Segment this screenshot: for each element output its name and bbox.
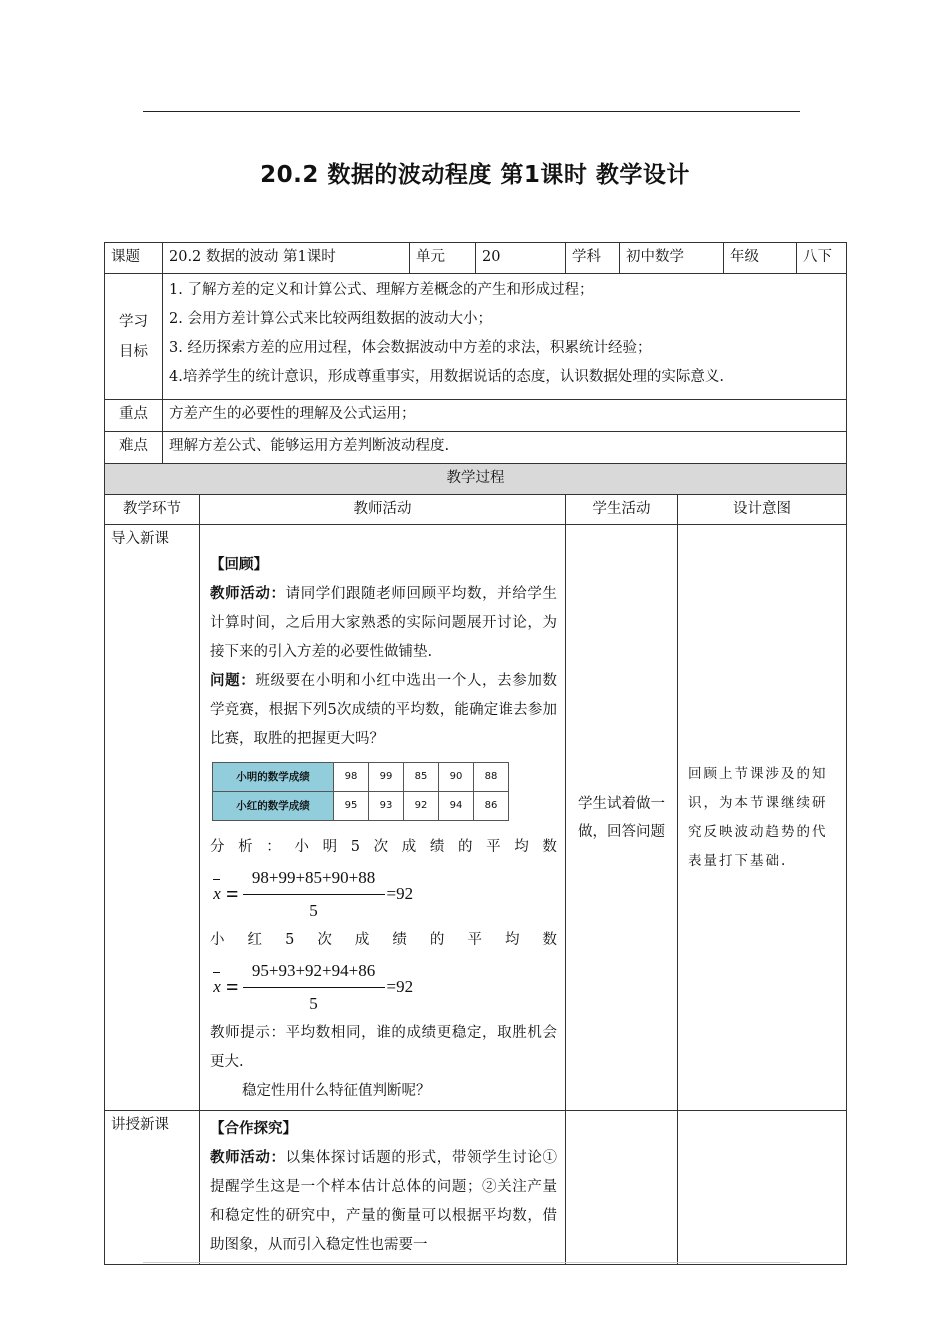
goals-list [163,274,847,400]
lesson-stage: 讲授新课 [105,1111,200,1265]
difficulty-value: 理解方差公式、能够运用方差判断波动程度. [163,432,847,464]
footer-rule [143,1262,800,1263]
intro-stage: 导入新课 [105,525,200,1111]
teacher-activity-label: 教师活动： [210,1150,286,1166]
scores-table [212,762,509,821]
score-cell: 99 [369,763,404,792]
score-cell: 93 [369,792,404,821]
teacher-activity-label: 教师活动： [210,586,286,602]
score-cell: 94 [439,792,474,821]
lesson-design-intent [678,1111,847,1265]
topic-label: 课题 [105,243,163,274]
review-heading: 【回顾】 [210,557,268,573]
subject-label: 学科 [566,243,620,274]
question-text: 班级要在小明和小红中选出一个人，去参加数学竞赛，根据下列5次成绩的平均数，能确定谁去参加比赛，取胜的把握更大吗？ [210,673,558,747]
goal-item: 3. 经历探索方差的应用过程，体会数据波动中方差的求法，积累统计经验； [169,340,652,356]
intro-student-activity: 学生试着做一做，回答问题 [566,525,678,1111]
goal-item: 4.培养学生的统计意识，形成尊重事实，用数据说话的态度，认识数据处理的实际意义. [169,369,724,385]
score-row-label: 小明的数学成绩 [213,763,334,792]
score-cell: 95 [334,792,369,821]
lesson-student-activity [566,1111,678,1265]
document-title: 20.2 数据的波动程度 第1课时 教学设计 [260,162,690,188]
goals-label: 学习 目标 [105,274,163,400]
key-point-value: 方差产生的必要性的理解及公式运用； [163,400,847,432]
score-cell: 98 [334,763,369,792]
intro-design-intent: 回顾上节课涉及的知识，为本节课继续研究反映波动趋势的代表量打下基础. [678,525,847,1111]
score-row-label: 小红的数学成绩 [213,792,334,821]
column-stage: 教学环节 [105,495,200,525]
difficulty-label: 难点 [105,432,163,464]
teacher-activity-text: 请同学们跟随老师回顾平均数，并给学生计算时间，之后用大家熟悉的实际问题展开讨论，为接下来的引入方差的必要性做铺垫. [210,586,558,660]
column-design: 设计意图 [678,495,847,525]
lesson-plan-table [104,242,847,1265]
intro-teacher-activity [200,525,566,1111]
score-cell: 88 [474,763,509,792]
teacher-activity-text: 以集体探讨话题的形式，带领学生讨论①提醒学生这是一个样本估计总体的问题；②关注产量和稳定性的研究中，产量的衡量可以根据平均数，借助图象，从而引入稳定性也需要一 [210,1150,558,1253]
stability-question: 稳定性用什么特征值判断呢？ [242,1083,431,1099]
analysis-line: 分 析 ： 小 明 5 次 成 绩 的 平 均 数 [210,839,557,855]
mean-formula-xiaohong: x = $\frac{95+93+92+94+86}{5}$ =92 [210,955,557,1019]
teacher-hint: 教师提示：平均数相同，谁的成绩更稳定，取胜机会更大. [210,1025,558,1070]
score-cell: 85 [404,763,439,792]
column-teacher: 教师活动 [200,495,566,525]
column-student: 学生活动 [566,495,678,525]
goal-item: 2. 会用方差计算公式来比较两组数据的波动大小； [169,311,492,327]
table-row [213,763,509,792]
grade-label: 年级 [724,243,797,274]
grade-value: 八下 [797,243,847,274]
table-row [213,792,509,821]
key-point-label: 重点 [105,400,163,432]
subject-value: 初中数学 [620,243,724,274]
unit-value: 20 [476,243,566,274]
topic-value: 20.2 数据的波动 第1课时 [163,243,410,274]
lesson-teacher-activity [200,1111,566,1265]
cooperation-heading: 【合作探究】 [210,1121,297,1137]
mean-formula-xiaoming: x = $\frac{98+99+85+90+88}{5}$ =92 [210,862,557,926]
score-cell: 92 [404,792,439,821]
question-label: 问题： [210,673,256,689]
process-heading: 教学过程 [105,464,847,495]
unit-label: 单元 [410,243,476,274]
score-cell: 90 [439,763,474,792]
goal-item: 1. 了解方差的定义和计算公式、理解方差概念的产生和形成过程； [169,282,594,298]
score-cell: 86 [474,792,509,821]
xiaohong-line: 小 红 5 次 成 绩 的 平 均 数 [210,932,558,948]
header-rule [143,111,800,112]
